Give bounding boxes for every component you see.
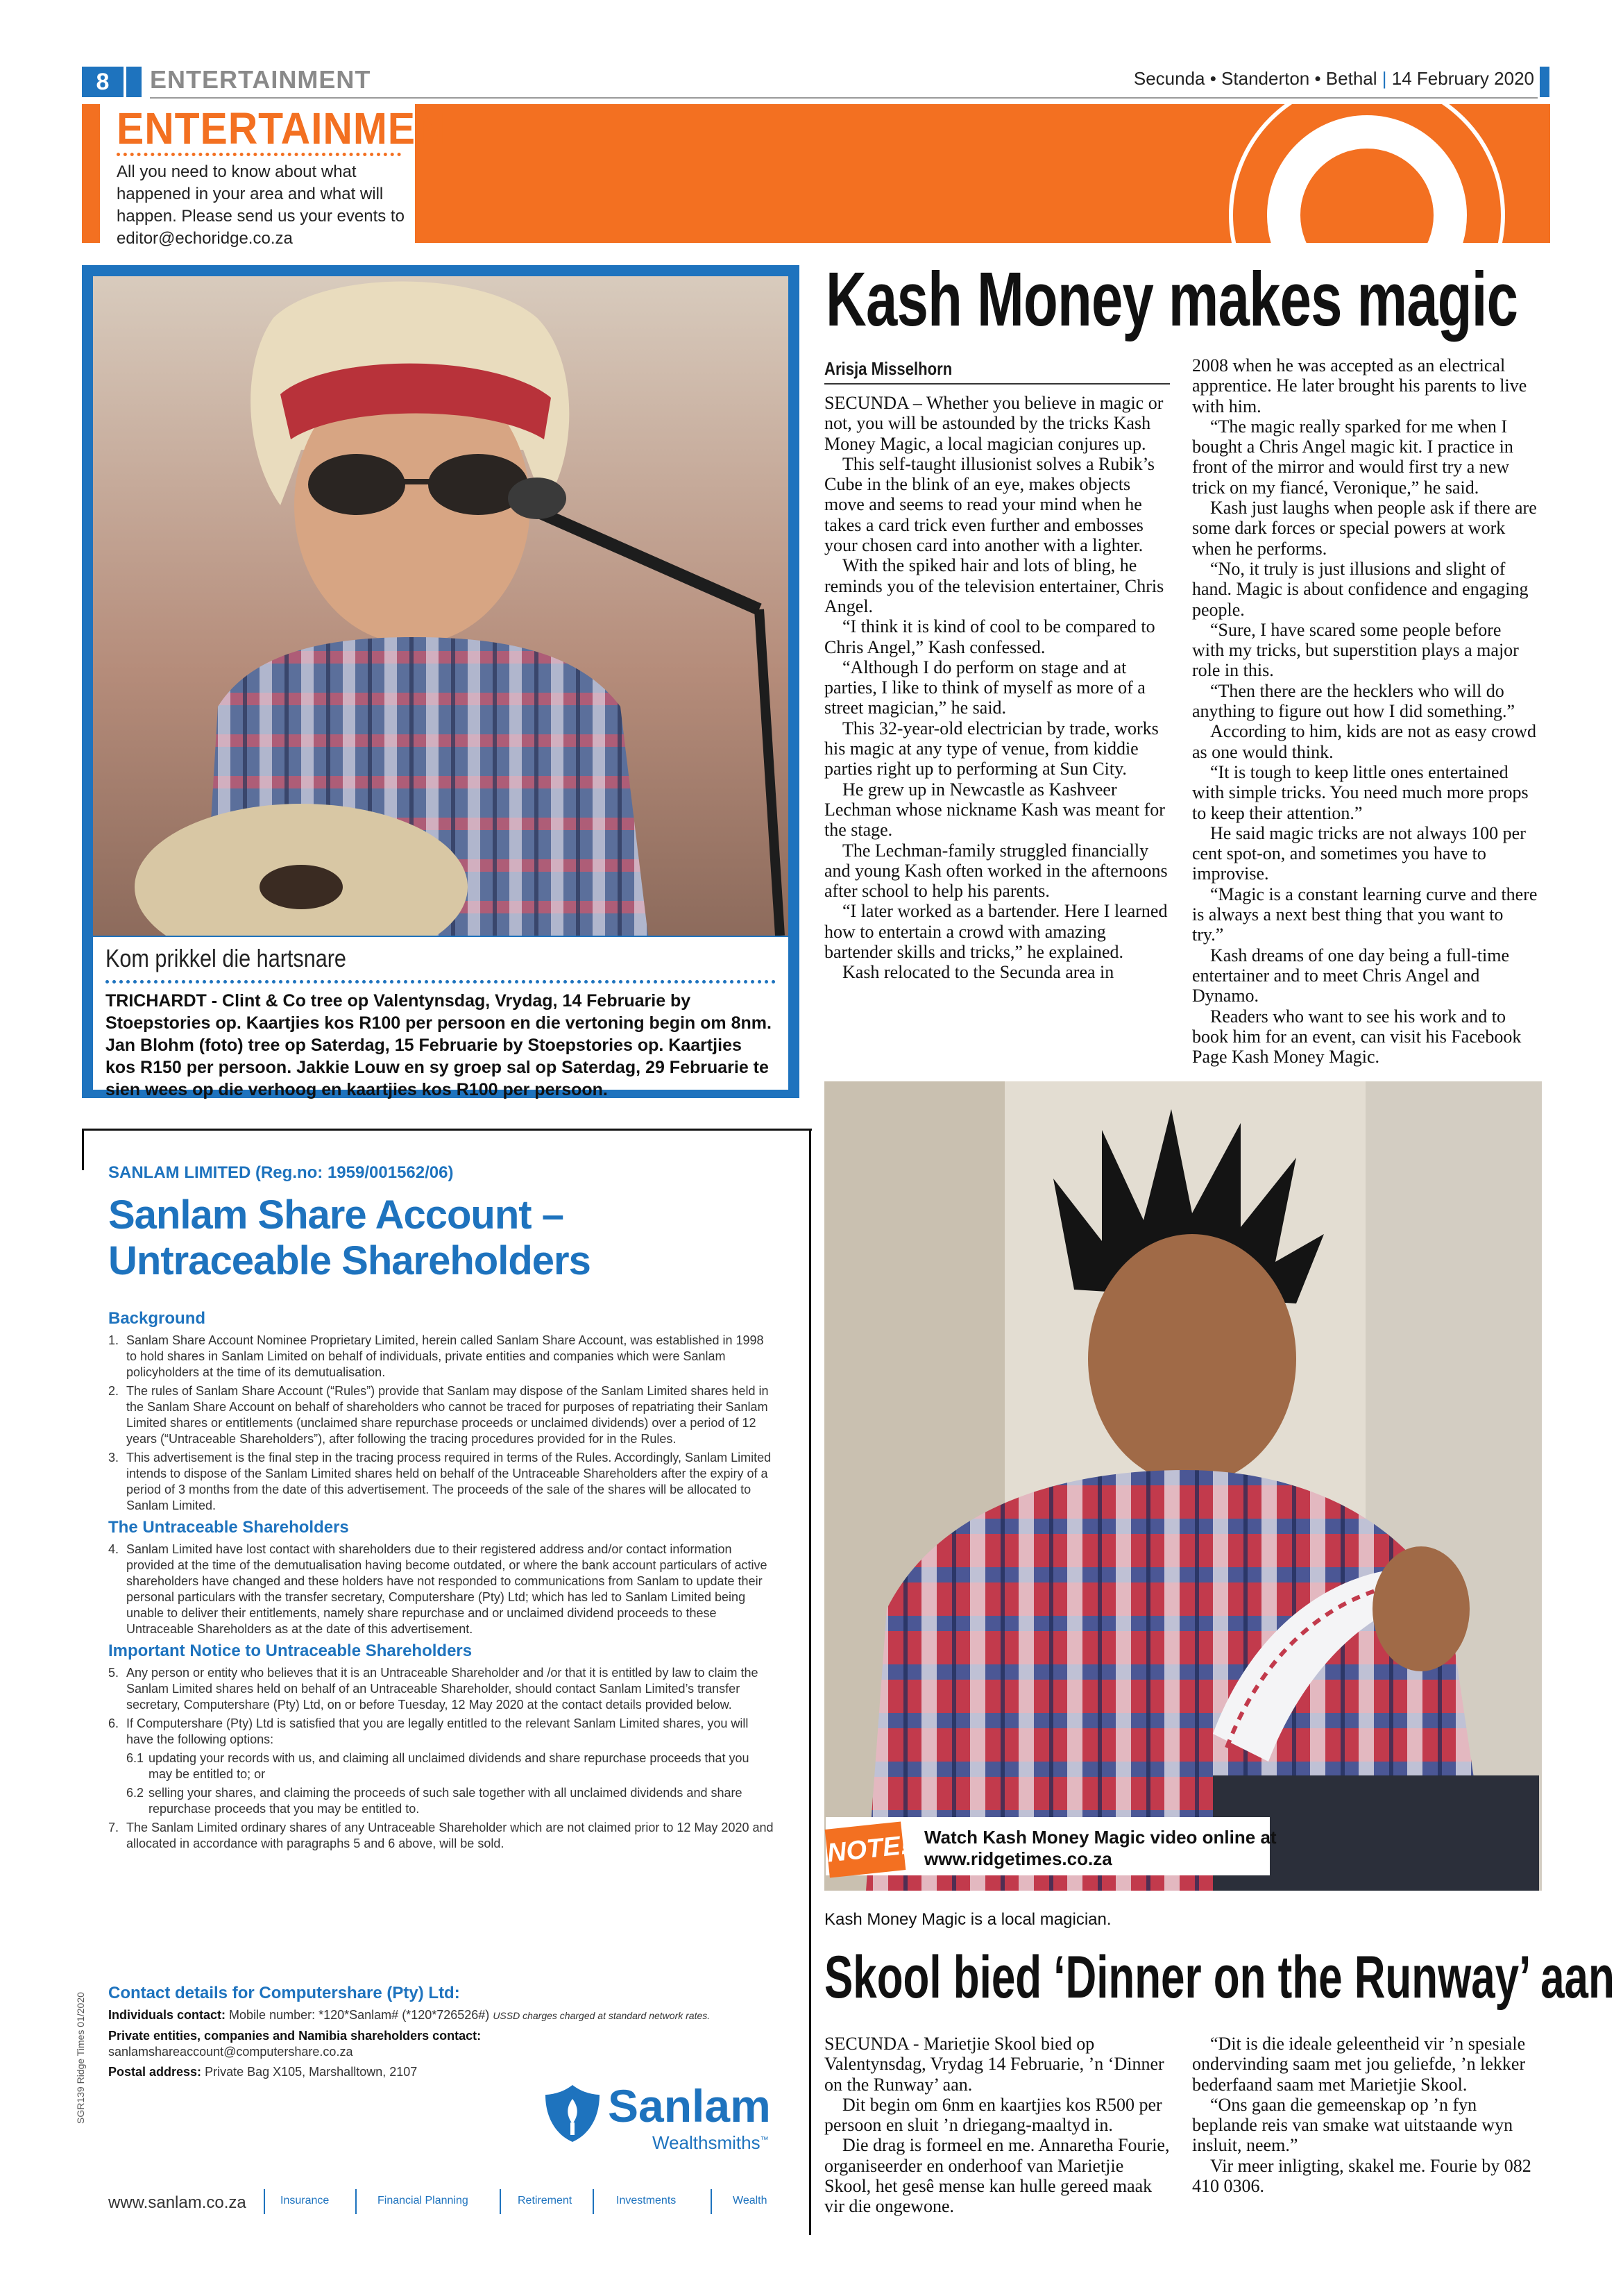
- ad-sub-item: [108, 1750, 774, 1782]
- ussd-note: USSD charges charged at standard network rates.: [493, 2010, 711, 2021]
- banner-left-bar: [82, 104, 100, 243]
- ad-frame-right: [809, 1129, 811, 2235]
- byline-rule: [824, 383, 1170, 385]
- paragraph: “Magic is a constant learning curve and there is always a next best thing that you want to try.”: [1192, 884, 1538, 945]
- nav-insurance[interactable]: Insurance: [280, 2195, 330, 2206]
- nav-financial-planning[interactable]: Financial Planning: [377, 2195, 468, 2206]
- edition-bar: [1540, 67, 1549, 97]
- item-text: Sanlam Limited have lost contact with shareholders due to their registered address and/or contact information provided at the time of the demutualisation having become outdated, or where the bank account particulars of active shareholders have changed and these holders have not responded to communications from Sanlam to update their personal particulars with the transfer secretary, Computershare (Pty) Ltd; which has led to Sanlam Limited being unable to deliver their entitlements, namely share repurchase and or unclaimed dividend proceeds to these Untraceable Shareholders as at the date of this advertisement.: [126, 1542, 767, 1636]
- item-number: 6.2: [126, 1786, 144, 1800]
- item-number: 5.: [108, 1666, 119, 1680]
- banner-title: ENTERTAINMENT: [117, 103, 472, 153]
- item-number: 2.: [108, 1384, 119, 1398]
- sanlam-shield-icon: [541, 2082, 604, 2145]
- paragraph: This 32-year-old electrician by trade, works his magic at any type of venue, from kiddie parties right up to performing at Sun City.: [824, 718, 1159, 779]
- paragraph: “Sure, I have scared some people before with my tricks, but superstition plays a major role in this.: [1192, 619, 1519, 681]
- postal-label: Postal address:: [108, 2065, 202, 2079]
- page-number: 8: [82, 67, 124, 97]
- paragraph: “It is tough to keep little ones entertained with simple tricks. You need much more props to keep their attention.”: [1192, 761, 1529, 823]
- article2-column-2: [1192, 2034, 1538, 2196]
- sanlam-logo: [541, 2075, 770, 2159]
- individuals-label: Individuals contact:: [108, 2008, 226, 2022]
- paragraph: SECUNDA - Marietjie Skool bied op Valentynsdag, Vrydag 14 Februarie, ’n ‘Dinner on the Runway’ aan.: [824, 2034, 1164, 2095]
- edition-towns: Secunda • Standerton • Bethal: [1133, 68, 1377, 89]
- paragraph: He grew up in Newcastle as Kashveer Lechman whose nickname Kash was meant for the stage.: [824, 779, 1165, 841]
- paragraph: SECUNDA – Whether you believe in magic or not, you will be astounded by the tricks Kash Money Magic, a local magician conjures up.: [824, 393, 1164, 454]
- nav-separator: [593, 2189, 594, 2214]
- sanlam-url[interactable]: www.sanlam.co.za: [108, 2193, 246, 2212]
- magician-photo: [824, 1081, 1542, 1891]
- musician-photo: [93, 276, 788, 936]
- banner-description: All you need to know about what happened in your area and what will happen. Please send us your events to editor@echoridge.co.za: [117, 162, 405, 248]
- ad-list-item: [108, 1542, 774, 1637]
- photo1-caption-divider: [105, 980, 776, 984]
- paragraph: “Ons gaan die gemeenskap op ’n fyn beplande reis van smake wat uitstaande wyn insluit, neem.”: [1192, 2094, 1513, 2156]
- item-text: If Computershare (Pty) Ltd is satisfied that you are legally entitled to the relevant Sanlam Limited shares, you will have the following options:: [126, 1716, 749, 1746]
- photo1-caption-text: TRICHARDT - Clint & Co tree op Valentynsdag, Vrydag, 14 Februarie by Stoepstories op. Kaartjies kos R100 per persoon en die vertoning begin om 8nm. Jan Blohm (foto) tree op Saterdag, 15 Februarie by Stoepstories op. Kaartjies kos R150 per persoon. Jakkie Louw en sy groep sal op Saterdag, 29 Februarie te sien wees op die verhoog en kaartjies kos R100 per persoon.: [105, 991, 772, 1099]
- item-text: The rules of Sanlam Share Account (“Rules”) provide that Sanlam may dispose of the Sanlam Limited shares held in the Sanlam Share Account on behalf of shareholders who cannot be traced for purposes of repatriating their Sanlam Limited shares or entitlements (unclaimed share repurchase proceeds or unclaimed dividends) over a period of 12 years (“Untraceable Shareholders”), after following the tracing procedures provided for in the Rules.: [126, 1384, 769, 1446]
- ad-heading-contact: Contact details for Computershare (Pty) Ltd:: [108, 1984, 460, 2002]
- paragraph: “The magic really sparked for me when I bought a Chris Angel magic kit. I practice in front of the mirror and would first try a new trick on my fiancé, Veronique,” he said.: [1192, 416, 1513, 498]
- paragraph: “Dit is die ideale geleentheid vir ’n spesiale ondervinding saam met jou geliefde, ’n lekker bederfaand saam met Marietjie Skool.: [1192, 2034, 1526, 2095]
- ad-list-item: [108, 1450, 774, 1514]
- ad-list-item: [108, 1333, 774, 1381]
- article1-column-1: [824, 393, 1170, 983]
- paragraph: Dit begin om 6nm en kaartjies kos R500 per persoon en sluit ’n driegang-maaltyd in.: [824, 2094, 1162, 2136]
- paragraph: 2008 when he was accepted as an electrical apprentice. He later brought his parents to live with him.: [1192, 355, 1527, 416]
- ad-heading-background: Background: [108, 1309, 206, 1328]
- ad-frame-top: [82, 1129, 812, 1131]
- ad-heading-notice: Important Notice to Untraceable Shareholders: [108, 1641, 473, 1660]
- musician-illustration: [93, 276, 788, 936]
- article1-headline: Kash Money makes magic: [826, 257, 1518, 342]
- item-text: selling your shares, and claiming the proceeds of such sale together with all unclaimed dividends and share repurchase proceeds that you may be entitled to.: [148, 1786, 742, 1816]
- nav-separator: [355, 2189, 357, 2214]
- paragraph: Readers who want to see his work and to book him for an event, can visit his Facebook Page Kash Money Magic.: [1192, 1006, 1522, 1067]
- banner-divider: [117, 153, 401, 156]
- ad-company-reg: SANLAM LIMITED (Reg.no: 1959/001562/06): [108, 1163, 454, 1182]
- item-text: updating your records with us, and claiming all unclaimed dividends and share repurchase proceeds that you may be entitled to; or: [148, 1751, 749, 1781]
- ad-title-line-2: Untraceable Shareholders: [108, 1238, 590, 1283]
- note-badge: NOTE!: [825, 1821, 906, 1877]
- item-text: The Sanlam Limited ordinary shares of any Untraceable Shareholder which are not claimed prior to 12 May 2020 and allocated in accordance with paragraphs 5 and 6 above, will be sold.: [126, 1821, 774, 1850]
- nav-separator: [264, 2189, 265, 2214]
- paragraph: “I later worked as a bartender. Here I learned how to entertain a crowd with amazing bartender skills and tricks,” he explained.: [824, 901, 1168, 963]
- logo-trademark: ™: [760, 2134, 769, 2145]
- item-text: Any person or entity who believes that it is an Untraceable Shareholder and /or that it is entitled by law to claim the Sanlam Limited shares held on behalf of an Untraceable Shareholder, should contact Sanlam Limited’s transfer secretary, Computershare (Pty) Ltd, on or before Tuesday, 12 May 2020 at the contact details provided below.: [126, 1666, 758, 1712]
- note-video-link[interactable]: Watch Kash Money Magic video online at www.ridgetimes.co.za: [924, 1827, 1277, 1869]
- nav-investments[interactable]: Investments: [616, 2195, 677, 2206]
- ad-list-item: [108, 1665, 774, 1713]
- ad-heading-untraceable: The Untraceable Shareholders: [108, 1518, 349, 1537]
- header-rule: [150, 97, 1538, 99]
- paragraph: Vir meer inligting, skakel me. Fourie by 082 410 0306.: [1192, 2155, 1531, 2197]
- private-email[interactable]: sanlamshareaccount@computershare.co.za: [108, 2045, 353, 2059]
- paragraph: “Although I do perform on stage and at parties, I like to think of myself as more of a street magician,” he said.: [824, 657, 1146, 718]
- item-number: 1.: [108, 1333, 119, 1347]
- ad-code: SGR139 Ridge Times 01/2020: [75, 1992, 86, 2124]
- ad-footer-nav: [264, 2189, 777, 2217]
- logo-wordmark: Sanlam: [608, 2080, 771, 2132]
- item-number: 6.1: [126, 1751, 144, 1765]
- item-number: 3.: [108, 1451, 119, 1464]
- paragraph: With the spiked hair and lots of bling, he reminds you of the television entertainer, Chris Angel.: [824, 555, 1164, 616]
- nav-separator: [500, 2189, 501, 2214]
- individuals-contact: [108, 2007, 774, 2024]
- ad-sub-item: [108, 1785, 774, 1817]
- paragraph: He said magic tricks are not always 100 per cent spot-on, and sometimes you have to improvise.: [1192, 822, 1526, 884]
- paragraph: Kash just laughs when people ask if there are some dark forces or special powers at work when he performs.: [1192, 498, 1537, 559]
- postal-address: Private Bag X105, Marshalltown, 2107: [205, 2065, 418, 2079]
- nav-separator: [711, 2189, 712, 2214]
- magician-illustration: [824, 1081, 1542, 1891]
- item-number: 7.: [108, 1821, 119, 1834]
- ad-list-item: [108, 1820, 774, 1852]
- paragraph: The Lechman-family struggled financially and young Kash often worked in the afternoons after school to help his parents.: [824, 840, 1168, 902]
- article1-byline: Arisja Misselhorn: [824, 358, 953, 379]
- ad-list-item: [108, 1716, 774, 1748]
- private-contact: [108, 2028, 774, 2060]
- ad-list-item: [108, 1383, 774, 1447]
- paragraph: Die drag is formeel en me. Annaretha Fourie, organiseerder en onderhoof van Marietjie Skool, het gesê mense kan hulle gereed maak vir die ongewone.: [824, 2135, 1170, 2217]
- edition-line: Secunda • Standerton • Bethal | 14 February 2020: [1133, 68, 1534, 89]
- individuals-number: Mobile number: *120*Sanlam# (*120*726526#): [229, 2008, 490, 2022]
- item-number: 6.: [108, 1716, 119, 1730]
- ad-contacts: [108, 1984, 774, 2084]
- paragraph: According to him, kids are not as easy crowd as one would think.: [1192, 721, 1537, 762]
- article1-column-2: [1192, 355, 1538, 1067]
- paragraph: “Then there are the hecklers who will do anything to figure out how I did something.”: [1192, 680, 1515, 722]
- ad-body: [108, 1305, 774, 1855]
- private-label: Private entities, companies and Namibia shareholders contact:: [108, 2029, 482, 2043]
- paragraph: This self-taught illusionist solves a Rubik’s Cube in the blink of an eye, makes objects move and seems to read your mind when he takes a card trick even further and embosses your chosen card into another with a lighter.: [824, 453, 1155, 556]
- paragraph: “I think it is kind of cool to be compared to Chris Angel,” Kash confessed.: [824, 616, 1155, 657]
- paragraph: “No, it truly is just illusions and slight of hand. Magic is about confidence and engaging people.: [1192, 558, 1529, 620]
- ad-title-line-1: Sanlam Share Account –: [108, 1192, 563, 1238]
- paragraph: Kash dreams of one day being a full-time entertainer and to meet Chris Angel and Dynamo.: [1192, 945, 1510, 1006]
- item-text: This advertisement is the final step in the tracing process required in terms of the Rules. Accordingly, Sanlam Limited intends to dispose of the Sanlam Limited shares held on behalf of the Untraceable Shareholders after the expiry of a period of 3 months from the date of this advertisement. The proceeds of the sale of the shares will be allocated to Sanlam Limited.: [126, 1451, 772, 1512]
- photo2-caption: Kash Money Magic is a local magician.: [824, 1910, 1112, 1929]
- logo-subtitle: [652, 2132, 769, 2154]
- paragraph: Kash relocated to the Secunda area in: [842, 962, 1114, 983]
- item-text: Sanlam Share Account Nominee Proprietary Limited, herein called Sanlam Share Account, was established in 1998 to hold shares in Sanlam Limited on behalf of individuals, private entities and companies which were Sanlam policyholders at the time of its demutualisation.: [126, 1333, 764, 1379]
- ad-title: [108, 1192, 733, 1284]
- logo-sub-text: Wealthsmiths: [652, 2132, 760, 2153]
- nav-retirement[interactable]: Retirement: [518, 2195, 572, 2206]
- edition-date: 14 February 2020: [1391, 68, 1534, 89]
- section-label: ENTERTAINMENT: [150, 65, 371, 94]
- article2-column-1: [824, 2034, 1170, 2217]
- page-number-bar: [126, 67, 142, 97]
- article2-headline: Skool bied ‘Dinner on the Runway’ aan: [824, 1944, 1615, 2011]
- item-number: 4.: [108, 1542, 119, 1556]
- photo1-caption-title: Kom prikkel die hartsnare: [105, 944, 346, 972]
- nav-wealth[interactable]: Wealth: [733, 2195, 767, 2206]
- ad-frame-left: [82, 1129, 84, 1170]
